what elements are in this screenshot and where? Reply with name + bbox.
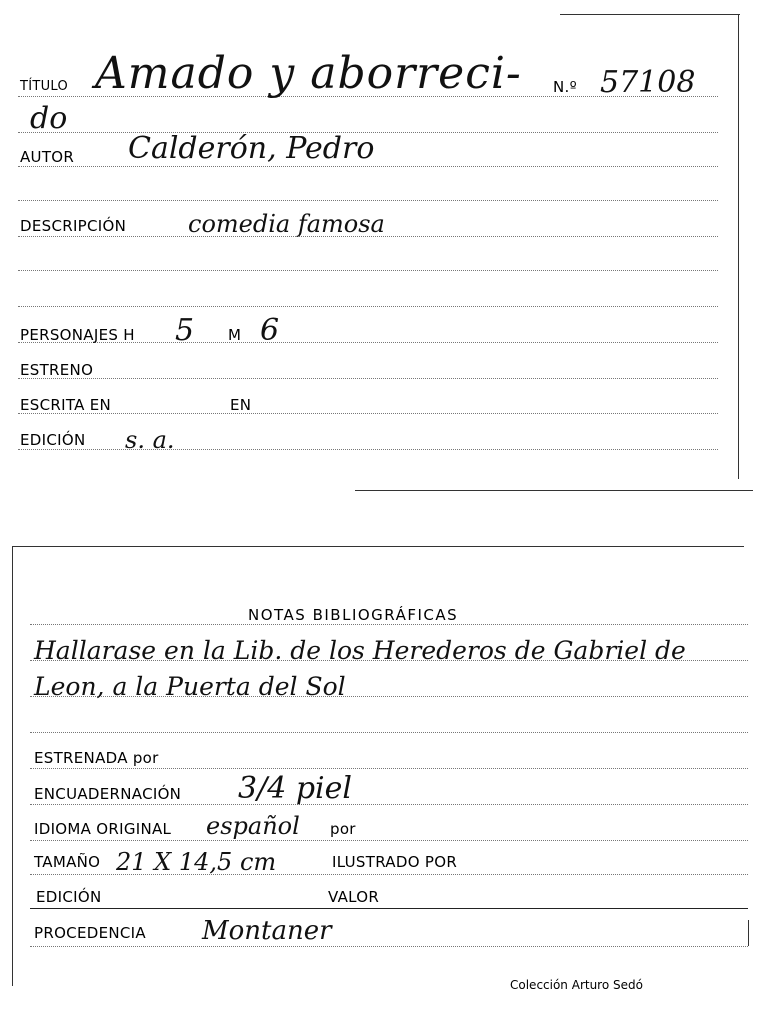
card-top-border bbox=[560, 14, 740, 15]
valor-label: VALOR bbox=[328, 888, 380, 906]
procedencia-label: PROCEDENCIA bbox=[34, 924, 146, 942]
card-right-border bbox=[738, 14, 739, 479]
autor-value: Calderón, Pedro bbox=[128, 131, 375, 166]
personajes-m-label: M bbox=[228, 326, 242, 344]
personajes-label: PERSONAJES H bbox=[20, 326, 135, 344]
en-label: EN bbox=[230, 396, 252, 414]
catalog-card-bottom bbox=[0, 500, 759, 1028]
card-right-mark bbox=[748, 920, 749, 946]
rule bbox=[18, 306, 718, 307]
estreno-label: ESTRENO bbox=[20, 361, 94, 379]
procedencia-value: Montaner bbox=[202, 916, 332, 946]
card-bottom-border bbox=[355, 490, 753, 491]
rule bbox=[18, 270, 718, 271]
titulo-value: Amado y aborreci- bbox=[95, 48, 522, 99]
personajes-h-value: 5 bbox=[175, 313, 195, 348]
idioma-label: IDIOMA ORIGINAL bbox=[34, 820, 172, 838]
descripcion-value: comedia famosa bbox=[188, 210, 385, 238]
encuadernacion-value: 3/4 piel bbox=[238, 771, 352, 806]
notas-line-2: Leon, a la Puerta del Sol bbox=[34, 672, 346, 701]
descripcion-label: DESCRIPCIÓN bbox=[20, 217, 127, 235]
autor-label: AUTOR bbox=[20, 148, 75, 166]
por-label: por bbox=[330, 820, 356, 838]
rule bbox=[18, 413, 718, 414]
ilustrado-label: ILUSTRADO POR bbox=[332, 853, 458, 871]
idioma-value: español bbox=[206, 812, 300, 840]
notas-label: NOTAS BIBLIOGRÁFICAS bbox=[248, 606, 459, 624]
rule bbox=[18, 378, 718, 379]
card-left-border bbox=[12, 546, 13, 986]
card-top-border bbox=[12, 546, 744, 547]
rule bbox=[30, 624, 748, 625]
rule bbox=[30, 732, 748, 733]
rule bbox=[18, 166, 718, 167]
personajes-m-value: 6 bbox=[260, 313, 280, 348]
numero-label: N.º bbox=[553, 78, 577, 96]
escrita-label: ESCRITA EN bbox=[20, 396, 112, 414]
rule bbox=[30, 840, 748, 841]
catalog-card-top bbox=[0, 0, 759, 500]
encuadernacion-label: ENCUADERNACIÓN bbox=[34, 785, 182, 803]
edicion-label: EDICIÓN bbox=[20, 431, 86, 449]
edicion-value: s. a. bbox=[125, 426, 175, 454]
rule bbox=[30, 908, 748, 909]
numero-value: 57108 bbox=[600, 65, 696, 100]
rule bbox=[18, 200, 718, 201]
edicion-label-2: EDICIÓN bbox=[36, 888, 102, 906]
tamano-label: TAMAÑO bbox=[34, 853, 101, 871]
rule bbox=[18, 449, 718, 450]
titulo-label: TÍTULO bbox=[20, 79, 69, 94]
estrenada-label: ESTRENADA por bbox=[34, 749, 159, 767]
notas-line-1: Hallarase en la Lib. de los Herederos de Gabriel de bbox=[34, 636, 686, 665]
rule bbox=[30, 768, 748, 769]
rule bbox=[30, 804, 748, 805]
titulo-continuation: do bbox=[30, 101, 68, 136]
tamano-value: 21 X 14,5 cm bbox=[116, 848, 277, 876]
rule bbox=[30, 946, 748, 947]
collection-footer: Colección Arturo Sedó bbox=[510, 978, 643, 992]
